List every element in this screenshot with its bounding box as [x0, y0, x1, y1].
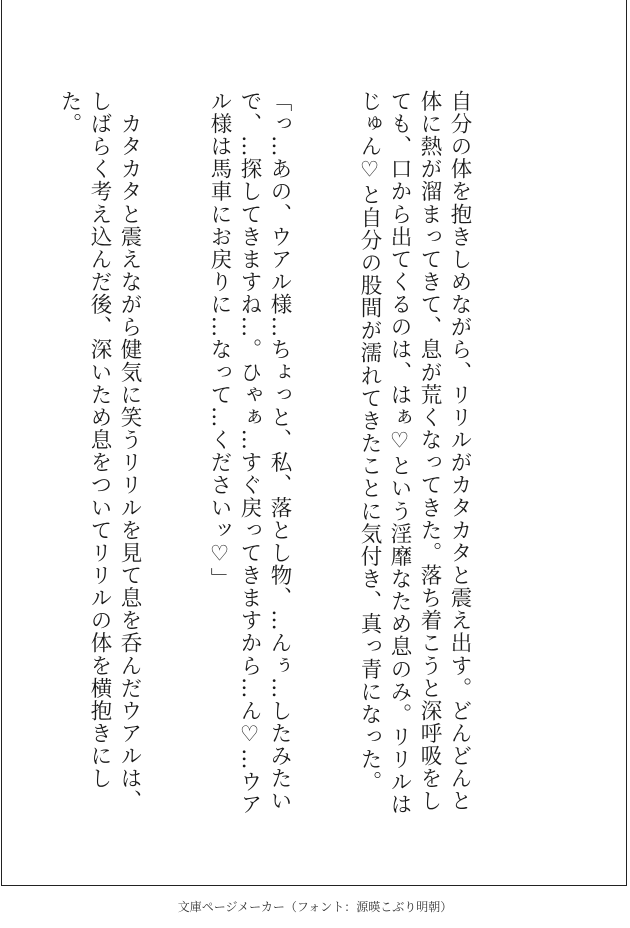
paragraph: 「っ…あの、ウアル様…ちょっと、私、落とし物、…んぅ…したみたいで、…探してきますね…。ひゃぁ…すぐ戻ってきますから…ん♡…ウアル様は馬車にお戻りに…なって…くださいッ♡」: [207, 90, 292, 816]
vertical-text-body: [57, 90, 534, 830]
paragraph: 自分の体を抱きしめながら、リリルがカタカタと震え出す。どんどんと体に熱が溜まってきて、息が荒くなってきた。落ち着こうと深呼吸をしても、口から出てくるのは、はぁ♡という淫靡なため息のみ。リリルはじゅん♡と自分の股間が濡れてきたことに気付き、真っ青になった。: [357, 90, 472, 816]
paragraph: カタカタと震えながら健気に笑うリリルを見て息を呑んだウアルは、しばらく考え込んだ後、深いため息をついてリリルの体を横抱きにした。: [57, 90, 142, 813]
footer-credit: 文庫ページメーカー（フォント：源暎こぶり明朝）: [177, 900, 453, 914]
